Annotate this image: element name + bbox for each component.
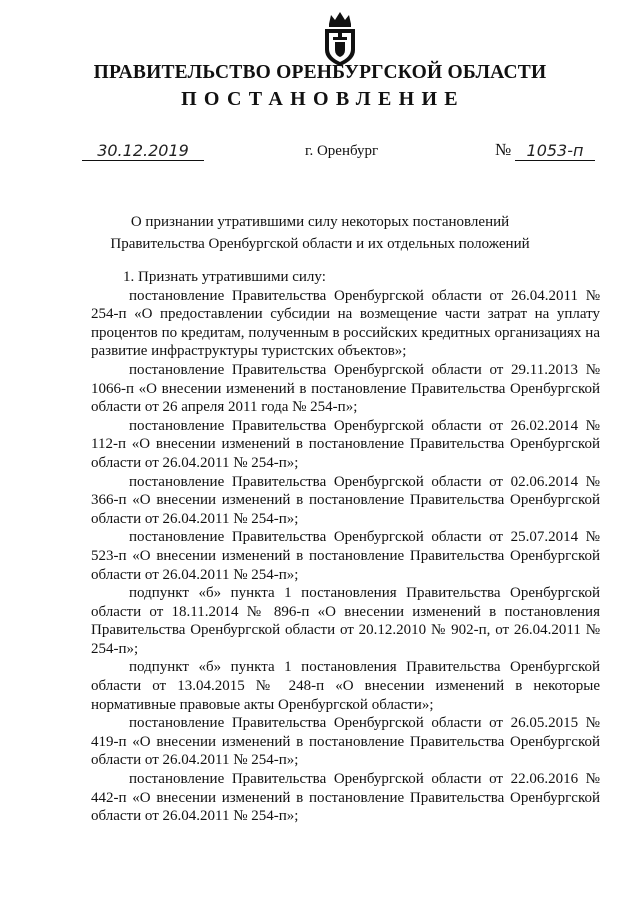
document-type: ПОСТАНОВЛЕНИЕ: [181, 88, 465, 110]
paragraph: постановление Правительства Оренбургской области от 02.06.2014 № 366-п «О внесении изменений в постановление Правительства Оренбургской области от 26.04.2011 № 254-п»;: [91, 473, 600, 527]
document-body: [91, 268, 600, 826]
paragraph: подпункт «б» пункта 1 постановления Правительства Оренбургской области от 18.11.2014 № 896-п «О внесении изменений в постановления Правительства Оренбургской области от 20.12.2010 № 902-п, от 26.04.2011 № 254-п»;: [91, 585, 600, 657]
paragraph: 1. Признать утратившими силу:: [123, 269, 326, 285]
document-number: 1053-п: [515, 142, 595, 161]
document-city: г. Оренбург: [305, 143, 379, 159]
paragraph: постановление Правительства Оренбургской области от 25.07.2014 № 523-п «О внесении изменений в постановление Правительства Оренбургской области от 26.04.2011 № 254-п»;: [91, 529, 600, 583]
paragraph: постановление Правительства Оренбургской области от 22.06.2016 № 442-п «О внесении изменений в постановление Правительства Оренбургской области от 26.04.2011 № 254-п»;: [91, 771, 600, 825]
paragraph: постановление Правительства Оренбургской области от 26.04.2011 № 254-п «О предоставлении субсидии на возмещение части затрат на уплату процентов по кредитам, полученным в российских кредитных организациях на развитие инфраструктуры туристских объектов»;: [91, 287, 600, 360]
heading-line-2: Правительства Оренбургской области и их отдельных положений: [110, 236, 530, 252]
government-name: ПРАВИТЕЛЬСТВО ОРЕНБУРГСКОЙ ОБЛАСТИ: [93, 62, 547, 83]
paragraph: постановление Правительства Оренбургской области от 29.11.2013 № 1066-п «О внесении изменений в постановление Правительства Оренбургской области от 26 апреля 2011 года № 254-п»;: [91, 361, 600, 416]
document-number-label: №: [495, 140, 512, 159]
heading-line-1: О признании утратившими силу некоторых постановлений: [130, 214, 510, 230]
document-date: 30.12.2019: [82, 142, 204, 161]
paragraph: постановление Правительства Оренбургской области от 26.02.2014 № 112-п «О внесении изменений в постановление Правительства Оренбургской области от 26.04.2011 № 254-п»;: [91, 417, 600, 471]
paragraph: подпункт «б» пункта 1 постановления Правительства Оренбургской области от 13.04.2015 № 248-п «О внесении изменений в некоторые нормативные правовые акты Оренбургской области»;: [91, 659, 600, 713]
coat-of-arms-icon: [319, 10, 361, 68]
document-heading: [0, 211, 640, 255]
paragraph: постановление Правительства Оренбургской области от 26.05.2015 № 419-п «О внесении изменений в постановление Правительства Оренбургской области от 26.04.2011 № 254-п»;: [91, 715, 600, 769]
